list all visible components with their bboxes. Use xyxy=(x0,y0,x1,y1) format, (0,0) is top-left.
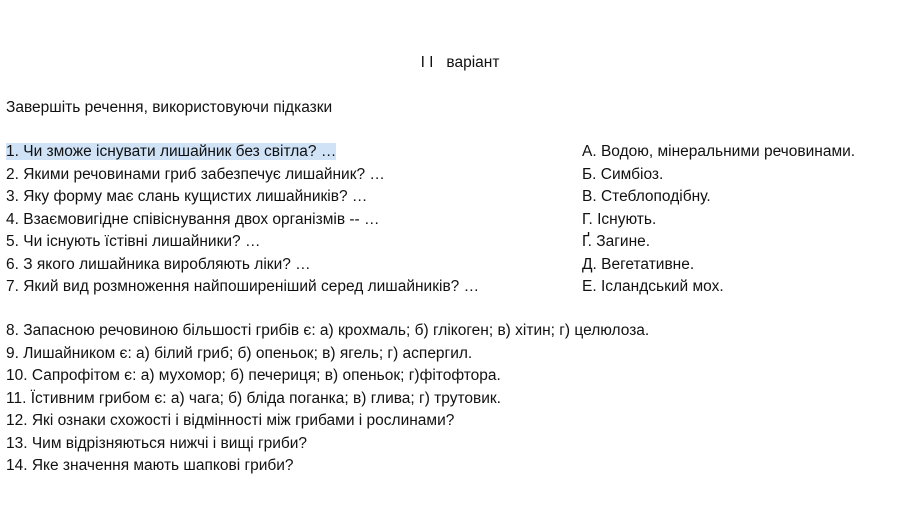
answer-item[interactable]: Г. Існують. xyxy=(582,210,657,228)
test-questions-list xyxy=(6,320,649,478)
matching-answers-list xyxy=(582,141,855,299)
answer-item[interactable]: А. Водою, мінеральними речовинами. xyxy=(582,143,856,160)
answer-item[interactable]: Б. Симбіоз. xyxy=(582,165,664,183)
answer-item[interactable]: Е. Ісландський мох. xyxy=(582,278,724,295)
question-item[interactable] xyxy=(6,141,479,164)
question-item[interactable]: 12. Які ознаки схожості і відмінності між грибами і рослинами? xyxy=(6,412,455,429)
question-item[interactable]: 9. Лишайником є: а) білий гриб; б) опеньок; в) ягель; г) аспергил. xyxy=(6,344,473,362)
question-item[interactable]: 14. Яке значення мають шапкові гриби? xyxy=(6,457,294,474)
question-item[interactable]: 13. Чим відрізняються нижчі і вищі гриби? xyxy=(6,434,308,452)
question-item[interactable]: 8. Запасною речовиною більшості грибів є: а) крохмаль; б) глікоген; в) хітин; г) целюлоза. xyxy=(6,322,650,339)
question-item[interactable]: 7. Який вид розмноження найпоширеніший серед лишайників? … xyxy=(6,278,480,295)
question-item[interactable]: 10. Сапрофітом є: а) мухомор; б) печериця; в) опеньок; г)фітофтора. xyxy=(6,367,501,384)
question-item[interactable]: 11. Їстивним грибом є: а) чага; б) бліда поганка; в) глива; г) трутовик. xyxy=(6,389,501,407)
selected-text-highlight[interactable]: 1. Чи зможе існувати лишайник без світла? … xyxy=(6,143,337,160)
answer-item[interactable]: В. Стеблоподібну. xyxy=(582,188,711,205)
answer-item[interactable]: Д. Вегетативне. xyxy=(582,255,695,273)
matching-questions-list xyxy=(6,141,479,299)
document-title: І І варіант xyxy=(420,54,500,71)
question-item[interactable]: 4. Взаємовигідне співіснування двох організмів -- … xyxy=(6,210,380,228)
question-item[interactable]: 2. Якими речовинами гриб забезпечує лишайник? … xyxy=(6,165,385,183)
answer-item[interactable]: Ґ. Загине. xyxy=(582,233,651,250)
instruction-text: Завершіть речення, використовуючи підказки xyxy=(6,99,333,116)
question-item[interactable]: 5. Чи існують їстівні лишайники? … xyxy=(6,233,261,250)
question-item[interactable]: 6. З якого лишайника виробляють ліки? … xyxy=(6,255,311,273)
question-item[interactable]: 3. Яку форму має слань кущистих лишайників? … xyxy=(6,188,368,205)
